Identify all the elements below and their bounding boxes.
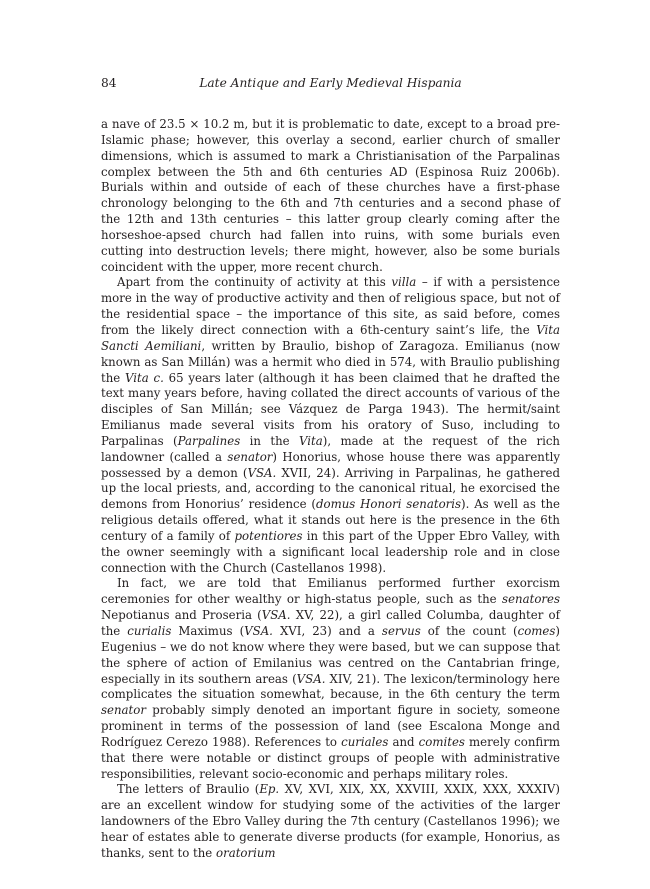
italic-text: Parpalines xyxy=(177,433,241,448)
paragraph-text: probably simply denoted an important figure in society, someone prominent in terms of the possession of land (see Escalona Monge and Rodríguez Cerezo 1988). References to xyxy=(101,703,560,749)
italic-text: Ep. xyxy=(259,782,280,797)
paragraph-text: XV, XVI, XIX, XX, XXVIII, XXIX, XXX, XXXIV) are an excellent window for studying some of the activities of the larger landowners of the Ebro Valley during the 7th century (Castellanos 1996); we hear of estates able to generate diverse products (for example, Honorius, as thanks, sent to the xyxy=(101,782,560,860)
paragraph-text: The letters of Braulio ( xyxy=(117,782,260,797)
italic-text: curiales xyxy=(341,734,389,749)
italic-text: Vita c. xyxy=(125,370,164,385)
paragraph-text: Nepotianus and Proseria ( xyxy=(101,608,262,623)
paragraph-text: 65 years later (although it has been claimed that he drafted the text many years before, having collated the direct accounts of various of the disciples of San Millán; see Vázquez de Parga 1943). The hermit/saint Emilianus made several visits from his oratory of Suso, including to Parpalinas ( xyxy=(101,370,560,448)
italic-text: senator xyxy=(101,703,146,718)
italic-text: comes xyxy=(517,624,556,638)
paragraph-text: XVII, 24). Arriving in Parpalinas, he gathered up the local priests, and, according to the canonical ritual, he exorcised the demons from Honorius’ residence ( xyxy=(101,465,561,512)
paragraph-text: XV, 22), a girl called Columba, daughter of the xyxy=(101,608,560,638)
paragraph-text: in this part of the Upper Ebro Valley, with the owner seemingly with a significant local leadership role and in close connection with the Church (Castellanos 1998). xyxy=(101,528,561,575)
paragraph-text: in the xyxy=(240,433,299,448)
paragraph-text: XVI, 23) and a xyxy=(272,624,382,638)
italic-text: VSA. xyxy=(261,608,291,623)
italic-text: senator xyxy=(227,449,273,464)
italic-text: Vita xyxy=(299,433,323,448)
paragraph-text: Maximus ( xyxy=(171,624,245,638)
paragraph xyxy=(101,782,560,861)
paragraph xyxy=(101,117,560,275)
paragraph-text: – if with a persistence more in the way of productive activity and then of religious space, but not of the residential space – the importance of this site, as said before, comes from the likely direct connection with a 6th-century saint’s life, the xyxy=(101,275,560,337)
italic-text: comites xyxy=(418,734,465,749)
italic-text: oratorium xyxy=(216,845,276,860)
paragraph-text: ). As well as the religious details offered, what it stands out here is the presence in the 6th century of a family of xyxy=(101,497,560,543)
paragraph-text: of the count ( xyxy=(420,624,518,638)
italic-text: senatores xyxy=(502,592,560,607)
running-head: Late Antique and Early Medieval Hispania xyxy=(199,76,462,90)
italic-text: VSA. xyxy=(244,624,273,638)
italic-text: domus Honori senatoris xyxy=(315,497,462,512)
paragraph-text: ), made at the request of the rich landowner (called a xyxy=(101,433,560,464)
italic-text: curialis xyxy=(127,624,172,638)
paragraph-text: , written by Braulio, bishop of Zaragoza. Emilianus (now known as San Millán) was a hermit who died in 574, with Braulio publishing the xyxy=(101,338,561,385)
italic-text: VSA. xyxy=(296,671,326,686)
italic-text: VSA. xyxy=(247,465,277,480)
body-text xyxy=(101,117,560,862)
page-number: 84 xyxy=(101,76,117,90)
paragraph-text: XIV, 21). The lexicon/terminology here complicates the situation somewhat, because, in the 6th century the term xyxy=(101,671,561,702)
paragraph-text: merely confirm that there were notable or distinct groups of people with administrative responsibilities, relevant socio-economic and perhaps military roles. xyxy=(101,734,560,781)
italic-text: villa xyxy=(391,275,417,290)
paragraph-text: Apart from the continuity of activity at this xyxy=(117,275,392,290)
page-header xyxy=(101,75,560,91)
italic-text: servus xyxy=(381,624,421,638)
paragraph xyxy=(101,275,560,576)
paragraph xyxy=(101,576,560,782)
italic-text: potentiores xyxy=(234,528,303,543)
paragraph-text: ) Honorius, whose house there was apparently possessed by a demon ( xyxy=(101,449,560,480)
paragraph-text: and xyxy=(388,734,419,749)
italic-text: Vita Sancti Aemiliani xyxy=(101,322,560,353)
paragraph-text: a nave of 23.5 × 10.2 m, but it is problematic to date, except to a broad pre-Islamic phase; however, this overlay a second, earlier church of smaller dimensions, which is assumed to mark a Christianisation of the Parpalinas complex between the 5th and 6th centuries AD (Espinosa Ruiz 2006b). Burials within and outside of each of these churches have a first-phase chronology belonging to the 6th and 7th centuries and a second phase of the 12th and 13th centuries – this latter group clearly coming after the horseshoe-apsed church had fallen into ruins, with some burials even cutting into destruction levels; there might, however, also be some burials coincident with the upper, more recent church. xyxy=(101,117,560,274)
paragraph-text: In fact, we are told that Emilianus performed further exorcism ceremonies for other wealthy or high-status people, such as the xyxy=(101,576,560,607)
paragraph-text: ) Eugenius – we do not know where they were based, but we can suppose that the sphere of action of Emilanius was centred on the Cantabrian fringe, especially in its southern areas ( xyxy=(101,624,561,686)
